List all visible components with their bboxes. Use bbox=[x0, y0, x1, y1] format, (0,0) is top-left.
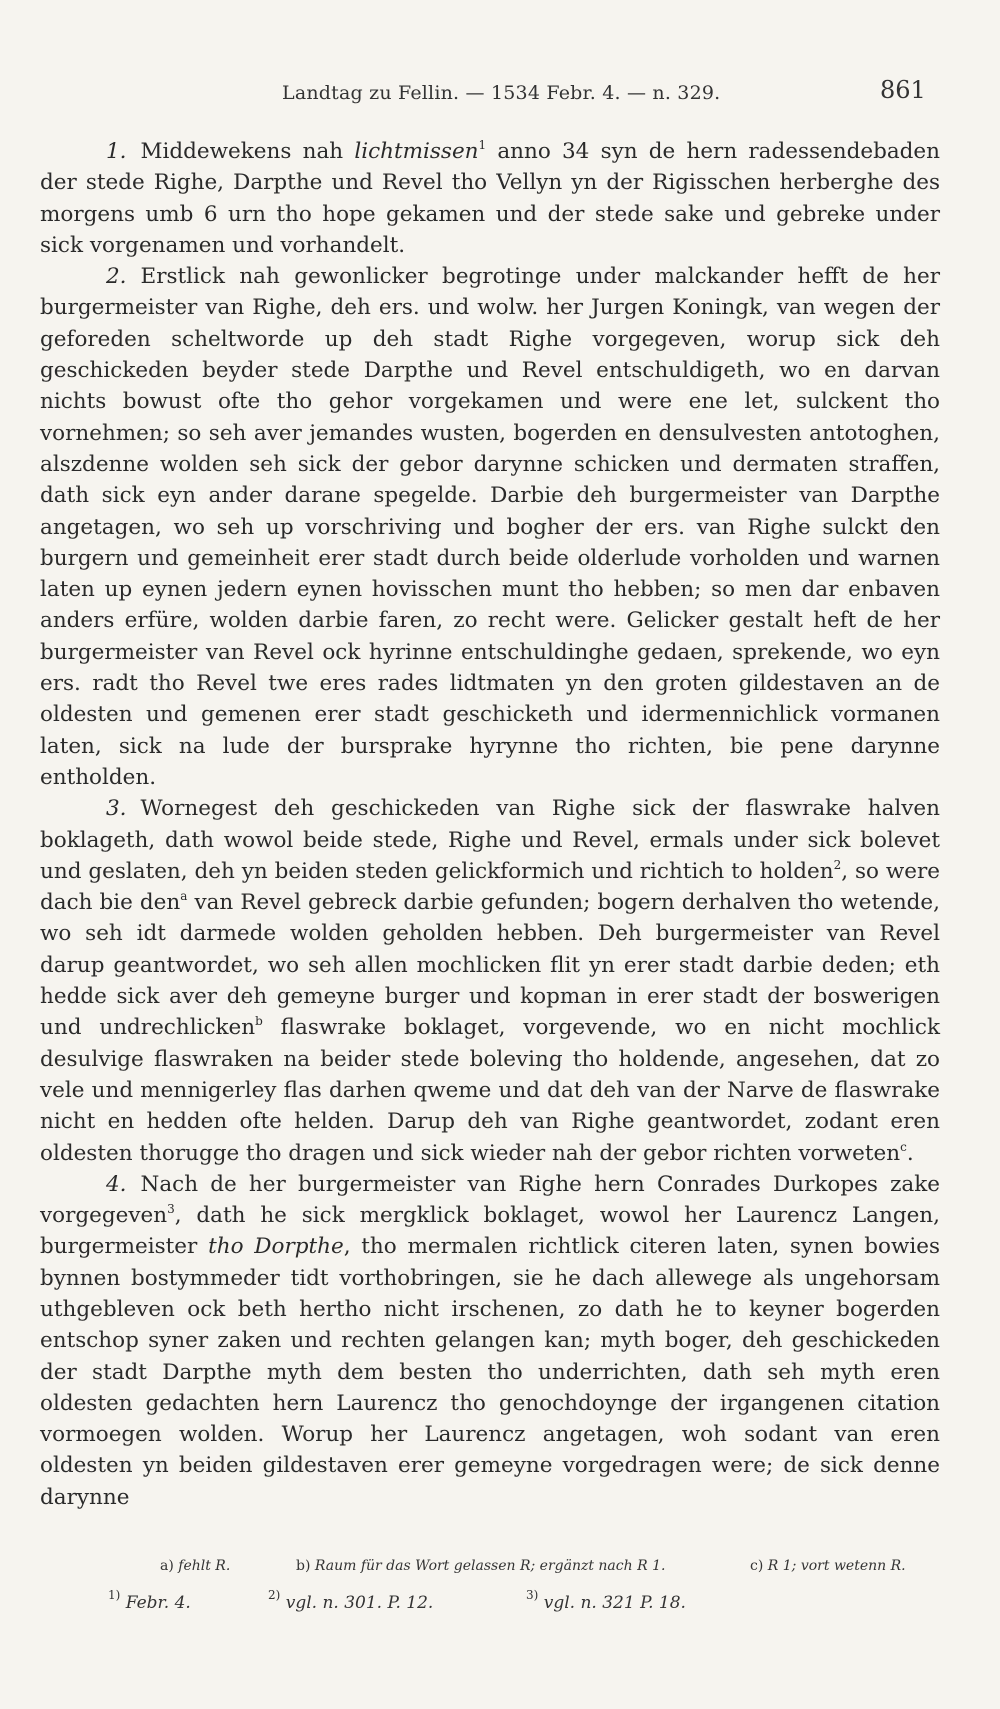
footnote-text: fehlt R. bbox=[178, 1558, 231, 1574]
paragraph-text: , tho mermalen richtlick citeren laten, synen bowies bynnen bostymmeder tidt vorthobringen, sie he dach allewege als ungehorsam uthgebleven ock beth hertho nicht irschenen, zo dath he to keyner bogerden entschop syner zaken und rechten gelangen kan; myth boger, deh geschickeden der stadt Darpthe myth dem besten tho underrichten, dath seh myth eren oldesten gedachten hern Laurencz tho genochdoynge der irgangenen citation vormoegen wolden. Worup her Laurencz angetagen, woh sodant van eren oldesten yn beiden gildestaven erer gemeyne vorgedragen were; de sick denne darynne bbox=[40, 1234, 941, 1510]
footnote-mark: b) bbox=[296, 1558, 311, 1574]
page-number: 861 bbox=[880, 76, 926, 104]
footnote-mark: 1) bbox=[108, 1588, 121, 1602]
paragraph-text: anno 34 syn de hern radessendebaden der stede Righe, Darpthe und Revel tho Vellyn yn der Rigisschen herberghe des morgens umb 6 urn tho hope gekamen und der stede sake und gebreke under sick vorgenamen und vorhandelt. bbox=[40, 139, 940, 258]
header-title: Landtag zu Fellin. — 1534 Febr. 4. — n. 329. bbox=[282, 82, 721, 104]
paragraph-text: van Revel gebreck darbie gefunden; bogern derhalven tho wetende, wo seh idt darmede wolden geholden hebben. Deh burgermeister van Revel darup geantwordet, wo seh allen mochlicken flit yn erer stadt darbie deden; eth hedde sick aver deh gemeyne burger und kopman in erer stadt der boswerigen und undrechlicken bbox=[40, 890, 940, 1041]
footnote-mark: 2) bbox=[268, 1588, 281, 1602]
footnote-ref: 1 bbox=[478, 138, 487, 152]
running-header bbox=[0, 76, 1000, 116]
paragraph-4 bbox=[40, 1169, 940, 1513]
paragraph-number: 1. bbox=[106, 139, 127, 164]
paragraph-number: 2. bbox=[106, 264, 127, 290]
document-body bbox=[40, 136, 940, 1513]
footnote-1 bbox=[108, 1588, 191, 1613]
footnote-mark: c) bbox=[750, 1558, 764, 1574]
footnote-2 bbox=[268, 1588, 434, 1613]
footnote-text: R 1; vort wetenn R. bbox=[767, 1558, 906, 1574]
footnote-mark: a) bbox=[160, 1558, 174, 1574]
footnote-text: Raum für das Wort gelassen R; ergänzt nach R 1. bbox=[314, 1558, 666, 1574]
footnote-ref: a bbox=[180, 889, 188, 904]
paragraph-number: 4. bbox=[106, 1171, 127, 1197]
paragraph-2 bbox=[40, 261, 940, 793]
paragraph-emphasis: tho Dorpthe bbox=[208, 1234, 344, 1260]
paragraph-text: , so were dach bie den bbox=[40, 858, 940, 916]
paragraph-text: Wornegest deh geschickeden van Righe sick der flaswrake halven boklageth, dath wowol beide stede, Righe und Revel, ermals under sick bolevet und geslaten, deh yn beiden steden gelickformich und richtich to holden bbox=[40, 796, 940, 884]
paragraph-emphasis: lichtmissen bbox=[354, 139, 479, 164]
footnote-c bbox=[750, 1558, 906, 1574]
paragraph-text: , dath he sick mergklick boklaget, wowol her Laurencz Langen, burgermeister bbox=[40, 1203, 940, 1260]
footnote-text: Febr. 4. bbox=[125, 1593, 191, 1613]
paragraph-1 bbox=[40, 136, 940, 261]
footnote-a bbox=[160, 1558, 230, 1574]
footnote-text: vgl. n. 301. P. 12. bbox=[285, 1593, 434, 1613]
paragraph-text: flaswrake boklaget, vorgevende, wo en nicht mochlick desulvige flaswraken na beider stede boleving tho holdende, angesehen, dat zo vele und mennigerley flas darhen qweme und dat deh van der Narve de flaswrake nicht en hedden ofte helden. Darup deh van Righe geantwordet, zodant eren oldesten thorugge tho dragen und sick wieder nah der gebor richten vorweten bbox=[40, 1015, 940, 1166]
footnote-ref: c bbox=[900, 1139, 907, 1154]
paragraph-3 bbox=[40, 793, 940, 1169]
paragraph-text: Middewekens nah bbox=[140, 139, 355, 164]
footnote-3 bbox=[526, 1588, 686, 1613]
footnote-ref: 3 bbox=[167, 1202, 175, 1217]
paragraph-text: Erstlick nah gewonlicker begrotinge under malckander hefft de her burgermeister van Righe, deh ers. und wolw. her Jurgen Koningk, van wegen der geforeden scheltworde up deh stadt Righe vorgegeven, worup sick deh geschickeden beyder stede Darpthe und Revel entschuldigeth, wo en darvan nichts bowust ofte tho gehor vorgekamen und were ene let, sulckent tho vornehmen; so seh aver jemandes wusten, bogerden en densulvesten antotoghen, alszdenne wolden seh sick der gebor darynne schicken und dermaten straffen, dath sick eyn ander darane spegelde. Darbie deh burgermeister van Darpthe angetagen, wo seh up vorschriving und bogher der ers. van Righe sulckt den burgern und gemeinheit erer stadt durch beide olderlude vorholden und warnen laten up eynen jedern eynen hovisschen munt tho hebben; so men dar enbaven anders erfüre, wolden darbie faren, zo recht were. Gelicker gestalt heft de her burgermeister van Revel ock hyrinne entschuldinghe gedaen, sprekende, wo eyn ers. radt tho Revel twe eres rades lidtmaten yn den groten gildestaven an de oldesten und gemenen erer stadt geschicketh und idermennichlick vormanen laten, sick na lude der bursprake hyrynne tho richten, bie pene darynne entholden. bbox=[40, 264, 940, 790]
paragraph-number: 3. bbox=[106, 796, 127, 822]
footnote-b bbox=[296, 1558, 665, 1574]
footnote-mark: 3) bbox=[526, 1588, 539, 1602]
footnote-ref: 2 bbox=[833, 857, 842, 872]
footnote-text: vgl. n. 321 P. 18. bbox=[543, 1593, 686, 1613]
paragraph-text: . bbox=[906, 1140, 914, 1166]
footnote-ref: b bbox=[255, 1014, 263, 1029]
paragraph-text: Nach de her burgermeister van Righe hern Conrades Durkopes zake vorgegeven bbox=[40, 1171, 940, 1229]
